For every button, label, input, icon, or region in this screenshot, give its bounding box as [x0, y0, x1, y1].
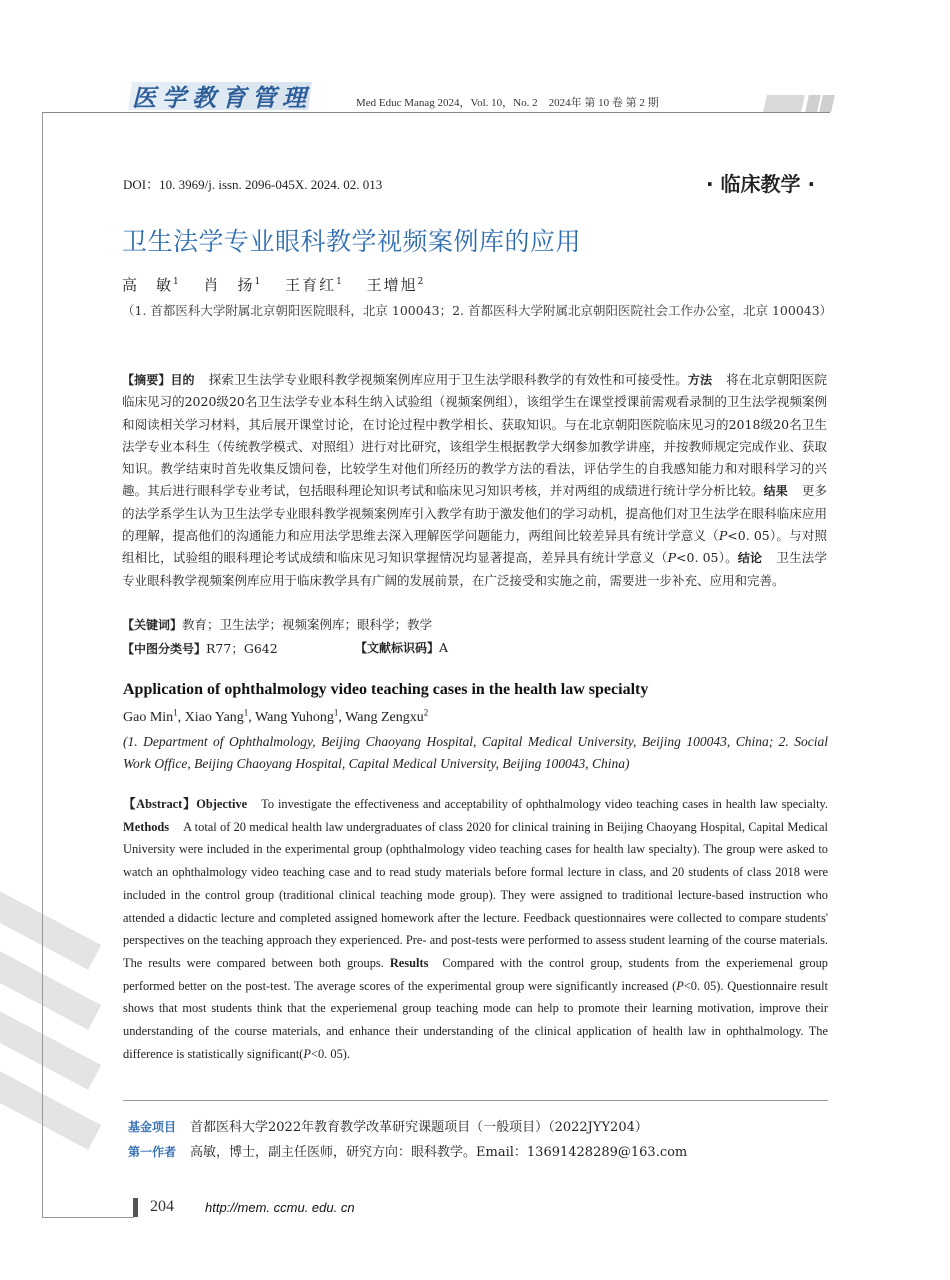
- funding-footnote: 基金项目 首都医科大学2022年教育教学改革研究课题项目（一般项目）（2022JYY204）: [128, 1120, 648, 1135]
- author-en: Gao Min$^1$,: [123, 707, 185, 725]
- author-list-en: [123, 707, 428, 726]
- article-title-en: Application of ophthalmology video teaching cases in the health law specialty: [123, 681, 649, 698]
- author-cn: 王育红$^1$: [285, 276, 342, 294]
- author-en: Xiao Yang$^1$,: [184, 707, 256, 725]
- abstract-en: 【Abstract】Objective To investigate the effectiveness and acceptability of ophthalmology video teaching cases in health law specialty. Methods A total of 20 medical health law undergraduates of class 2020 for clinical training in Beijing Chaoyang Hospital, Capital Medical University were included in the experimental group (ophthalmology video teaching cases for health law specialty). The group were asked to watch an ophthalmology video teaching case and to read study materials before formal lecture in class, and 20 students of class 2018 were included in the control group (traditional clinical teaching mode group). They were assigned to traditional lecture-based instruction who attended a didactic lecture and completed assigned homework after the lecture. Feedback questionnaires were collected to compare students' perspectives on the teaching approach they experienced. Pre- and post-tests were performed to assess student learning of the course materials. The results were compared between both groups. Results Compared with the control group, students from the experiemenal group performed better on the post-test. The average scores of the experimental group were significantly increased (P<0. 05). Questionnaire result shows that most students think that the experiemenal group teaching mode can help to promote their learning motivation, improve their understanding of the course materials, and enhance their understanding of the clinical application of health law in ophthalmology. The difference is statistically significant(P<0. 05).: [123, 797, 828, 1061]
- author-list-cn: [122, 274, 441, 295]
- keywords-cn: 【关键词】教育；卫生法学；视频案例库；眼科学；教学: [122, 617, 433, 632]
- affiliation-en: (1. Department of Ophthalmology, Beijing Chaoyang Hospital, Capital Medical University, Beijing 100043, China; 2. Social Work Office, Beijing Chaoyang Hospital, Capital Medical University, Beijing 100043, China): [123, 734, 828, 771]
- first-author-footnote: 第一作者 高敏，博士，副主任医师，研究方向：眼科教学。Email：13691428289@163.com: [128, 1145, 688, 1160]
- bottom-margin-rule: [42, 1217, 134, 1218]
- abstract-cn: 【摘要】目的 探索卫生法学专业眼科教学视频案例库应用于卫生法学眼科教学的有效性和可接受性。方法 将在北京朝阳医院临床见习的2020级20名卫生法学专业本科生纳入试验组（视频案例组），该组学生在课堂授课前需观看录制的卫生法学视频案例和阅读相关学习材料，其后展开课堂讨论，在讨论过程中教学相长、获取知识。与在北京朝阳医院临床见习的2018级20名卫生法学专业本科生（传统教学模式、对照组）进行对比研究，该组学生根据教学大纲参加教学讲座，并按教师规定完成作业、获取知识。教学结束时首先收集反馈问卷，比较学生对他们所经历的教学方法的看法，评估学生的自我感知能力和对眼科学习的兴趣。其后进行眼科学专业考试，包括眼科理论知识考试和临床见习知识考核，并对两组的成绩进行统计学分析比较。结果 更多的法学系学生认为卫生法学专业眼科教学视频案例库引入教学有助于激发他们的学习动机，提高他们对卫生法学在眼科临床应用的理解，提高他们的沟通能力和应用法学思维去深入理解医学问题能力，两组间比较差异具有统计学意义（P<0. 05）。与对照组相比，试验组的眼科理论考试成绩和临床见习知识掌握情况均显著提高，差异具有统计学意义（P<0. 05）。结论 卫生法学专业眼科教学视频案例库应用于临床教学具有广阔的发展前景，在广泛接受和实施之前，需要进一步补充、应用和完善。: [122, 372, 827, 588]
- author-cn: 王增旭$^2$: [366, 276, 424, 294]
- document-mark-cn: 【文献标识码】A: [355, 640, 449, 655]
- doi: DOI：10. 3969/j. issn. 2096-045X. 2024. 02. 013: [123, 177, 383, 192]
- decorative-band: [0, 870, 101, 970]
- page-number-bar: [133, 1198, 138, 1217]
- header-citation: Med Educ Manag 2024，Vol. 10，No. 2 2024年 第 10 卷 第 2 期: [356, 97, 659, 109]
- classification-cn: 【中图分类号】R77；G642: [122, 641, 278, 656]
- page-number: 204: [150, 1198, 174, 1215]
- footnote-divider: [123, 1100, 828, 1101]
- header-divider: [42, 112, 830, 113]
- article-title-cn: 卫生法学专业眼科教学视频案例库的应用: [122, 227, 582, 256]
- journal-logo: 医学教育管理: [132, 84, 312, 112]
- header-stripe-decoration: [805, 95, 821, 112]
- author-en: Wang Yuhong$^1$,: [255, 707, 346, 725]
- section-label: · 临床教学 ·: [706, 172, 816, 196]
- left-margin-rule: [42, 112, 43, 1217]
- header-stripe-decoration: [819, 95, 835, 112]
- author-cn: 高 敏$^1$: [122, 276, 179, 294]
- header-stripe-decoration: [763, 95, 805, 112]
- journal-url[interactable]: http://mem. ccmu. edu. cn: [205, 1200, 355, 1215]
- author-en: Wang Zengxu$^2$: [345, 707, 429, 725]
- author-cn: 肖 扬$^1$: [203, 276, 261, 294]
- affiliation-cn: （1. 首都医科大学附属北京朝阳医院眼科，北京 100043；2. 首都医科大学附属北京朝阳医院社会工作办公室，北京 100043）: [122, 303, 833, 318]
